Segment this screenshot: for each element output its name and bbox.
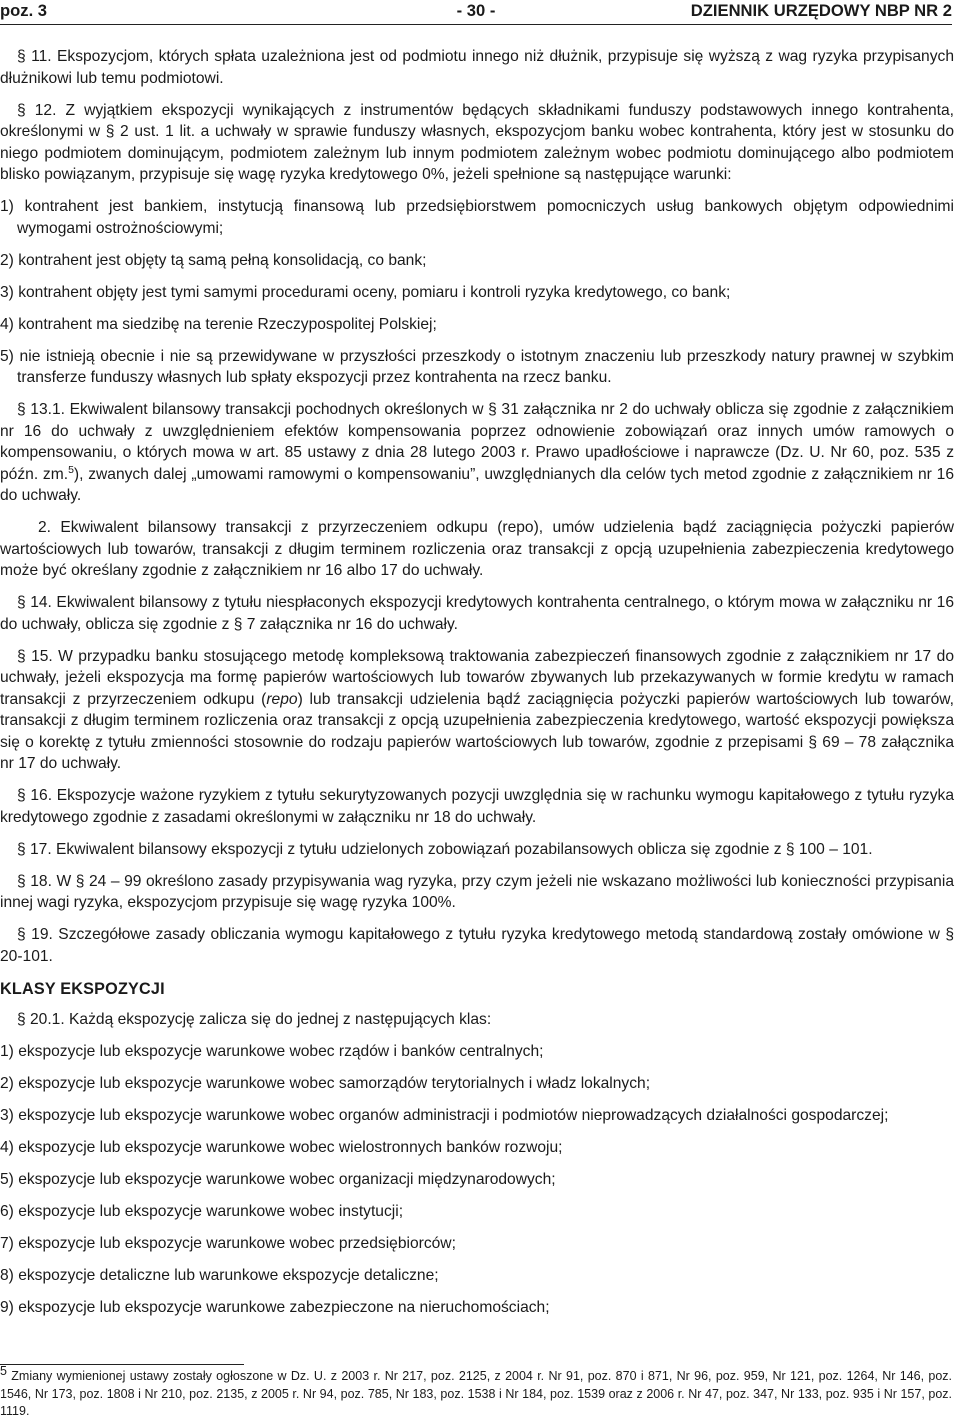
paragraph-20-1: § 20.1. Każdą ekspozycję zalicza się do jednej z następujących klas:: [17, 1010, 492, 1028]
header-journal-title: DZIENNIK URZĘDOWY NBP NR 2: [690, 1, 952, 20]
paragraph-15-text: § 15. W przypadku banku stosującego metodę kompleksową traktowania zabezpieczeń finansowych zgodnie z załącznikiem nr 17 do uchwały, jeżeli ekspozycja ma formę papierów wartościowych lub towarów zbywanych lub przekazywanych w formie kredytu w ramach transakcji z przyrzeczeniem odkupu (: [0, 647, 954, 708]
paragraph-15-italic: repo: [266, 690, 298, 708]
list-item: 6) ekspozycje lub ekspozycje warunkowe wobec instytucji;: [0, 1202, 404, 1220]
list-item: 5) nie istnieją obecnie i nie są przewidywane w przyszłości przeszkody o istotnym znaczeniu lub przeszkody natury prawnej w szybkim transferze funduszy własnych lub spłaty ekspozycji przez kontrahenta na rzecz banku.: [0, 347, 954, 386]
header-position: poz. 3: [0, 1, 48, 20]
paragraph-11: § 11. Ekspozycjom, których spłata uzależniona jest od podmiotu innego niż dłużnik, przypisuje się wyższą z wag ryzyka przypisanych dłużnikowi lub temu podmiotowi.: [0, 48, 954, 87]
paragraph-14: § 14. Ekwiwalent bilansowy z tytułu niespłaconych ekspozycji kredytowych kontrahenta centralnego, o którym mowa w załączniku nr 16 do uchwały, oblicza się zgodnie z § 7 załącznika nr 16 do uchwały.: [0, 594, 954, 633]
paragraph-13-1-text: § 13.1. Ekwiwalent bilansowy transakcji pochodnych określonych w § 31 załącznika nr 2 do uchwały oblicza się zgodnie z załącznikiem nr 16 do uchwały z uwzględnieniem efektów kompensowania poprzez odnowienie zobowiązań oraz innych umów ramowych o kompensowaniu, o których mowa w art. 85 ustawy z dnia 28 lutego 2003 r. Prawo upadłościowe i naprawcze (Dz. U. Nr 60, poz. 535 z późn. zm.: [0, 401, 954, 483]
list-item: 4) kontrahent ma siedzibę na terenie Rzeczypospolitej Polskiej;: [0, 315, 437, 333]
footnote-divider: [0, 1364, 244, 1365]
paragraph-13-1: [0, 399, 954, 507]
list-item: 1) ekspozycje lub ekspozycje warunkowe wobec rządów i banków centralnych;: [0, 1042, 544, 1060]
paragraph-16: § 16. Ekspozycje ważone ryzykiem z tytułu sekurytyzowanych pozycji uwzględnia się w rachunku wymogu kapitałowego z tytułu ryzyka kredytowego zgodnie z zasadami określonymi w załączniku nr 18 do uchwały.: [0, 787, 954, 826]
page-header: [0, 0, 952, 24]
list-item: 5) ekspozycje lub ekspozycje warunkowe wobec organizacji międzynarodowych;: [0, 1170, 556, 1188]
list-item: 2) kontrahent jest objęty tą samą pełną konsolidacją, co bank;: [0, 251, 427, 269]
footnote: [0, 1363, 952, 1421]
header-page-number: - 30 -: [456, 1, 496, 20]
paragraph-15-text-cont: ) lub transakcji udzielenia bądź zaciągnięcia pożyczki papierów wartościowych lub towarów, transakcji z długim terminem rozliczenia oraz transakcji z opcją uzupełnienia zabezpieczenia kredytowego, wartość ekspozycji powiększa się o korektę z tytułu zmienności stosownie do rodzaju papierów wartościowych lub towarów, zgodnie z przepisami § 69 – 78 załącznika nr 17 do uchwały.: [0, 690, 955, 772]
list-item: 3) ekspozycje lub ekspozycje warunkowe wobec organów administracji i podmiotów nieprowadzących działalności gospodarczej;: [0, 1106, 889, 1124]
paragraph-13-2: 2. Ekwiwalent bilansowy transakcji z przyrzeczeniem odkupu (repo), umów udzielenia bądź zaciągnięcia pożyczki papierów wartościowych lub towarów, transakcji z długim terminem rozliczenia oraz transakcji z opcją uzupełnienia zabezpieczenia kredytowego może być określany zgodnie z załącznikiem nr 16 albo 17 do uchwały.: [0, 519, 954, 579]
paragraph-15: [0, 646, 954, 775]
list-item: 8) ekspozycje detaliczne lub warunkowe ekspozycje detaliczne;: [0, 1266, 439, 1284]
section-heading: KLASY EKSPOZYCJI: [0, 980, 165, 998]
paragraph-13-1-text-cont: ), zwanych dalej „umowami ramowymi o kompensowaniu”, uwzględnianych dla celów tych metod zgodnie z załącznikiem nr 16 do uchwały.: [0, 465, 954, 504]
paragraph-19: § 19. Szczegółowe zasady obliczania wymogu kapitałowego z tytułu ryzyka kredytowego metodą standardową zostały omówione w § 20-101.: [0, 926, 954, 965]
list-item: 3) kontrahent objęty jest tymi samymi procedurami oceny, pomiaru i kontroli ryzyka kredytowego, co bank;: [0, 283, 731, 301]
paragraph-12: § 12. Z wyjątkiem ekspozycji wynikających z instrumentów będących składnikami funduszy podstawowych innego kontrahenta, określonymi w § 2 ust. 1 lit. a uchwały w sprawie funduszy własnych, ekspozycjom banku wobec kontrahenta, który jest w stosunku do niego podmiotem dominującym, podmiotem zależnym lub innym podmiotem zależnym wobec podmiotu dominującego albo podmiotem blisko powiązanym, przypisuje się wagę ryzyka kredytowego 0%, jeżeli spełnione są następujące warunki:: [0, 101, 954, 183]
list-item: 2) ekspozycje lub ekspozycje warunkowe wobec samorządów terytorialnych i władz lokalnych;: [0, 1074, 651, 1092]
header-divider: [0, 24, 952, 25]
footnote-text: Zmiany wymienionej ustawy zostały ogłoszone w Dz. U. z 2003 r. Nr 217, poz. 2125, z 2004 r. Nr 91, poz. 870 i 871, Nr 96, poz. 959, Nr 121, poz. 1264, Nr 146, poz. 1546, Nr 173, poz. 1808 i Nr 210, poz. 2135, z 2005 r. Nr 94, poz. 785, Nr 183, poz. 1538 i Nr 184, poz. 1539 oraz z 2006 r. Nr 47, poz. 347, Nr 133, poz. 935 i Nr 157, poz. 1119.: [0, 1369, 952, 1418]
document-body: [0, 46, 954, 1329]
list-item: 1) kontrahent jest bankiem, instytucją finansową lub przedsiębiorstwem pomocniczych usług bankowych objętym odpowiednimi wymogami ostrożnościowymi;: [0, 198, 954, 237]
list-item: 9) ekspozycje lub ekspozycje warunkowe zabezpieczone na nieruchomościach;: [0, 1298, 550, 1316]
paragraph-18: § 18. W § 24 – 99 określono zasady przypisywania wag ryzyka, przy czym jeżeli nie wskazano możliwości lub konieczności przypisania innej wagi ryzyka, ekspozycjom przypisuje się wagę ryzyka 100%.: [0, 872, 954, 911]
footnote-reference: 5: [68, 463, 74, 476]
list-item: 4) ekspozycje lub ekspozycje warunkowe wobec wielostronnych banków rozwoju;: [0, 1138, 563, 1156]
footnote-number: 5: [0, 1363, 7, 1378]
list-item: 7) ekspozycje lub ekspozycje warunkowe wobec przedsiębiorców;: [0, 1234, 456, 1252]
paragraph-17: § 17. Ekwiwalent bilansowy ekspozycji z tytułu udzielonych zobowiązań pozabilansowych oblicza się zgodnie z § 100 – 101.: [17, 840, 873, 858]
